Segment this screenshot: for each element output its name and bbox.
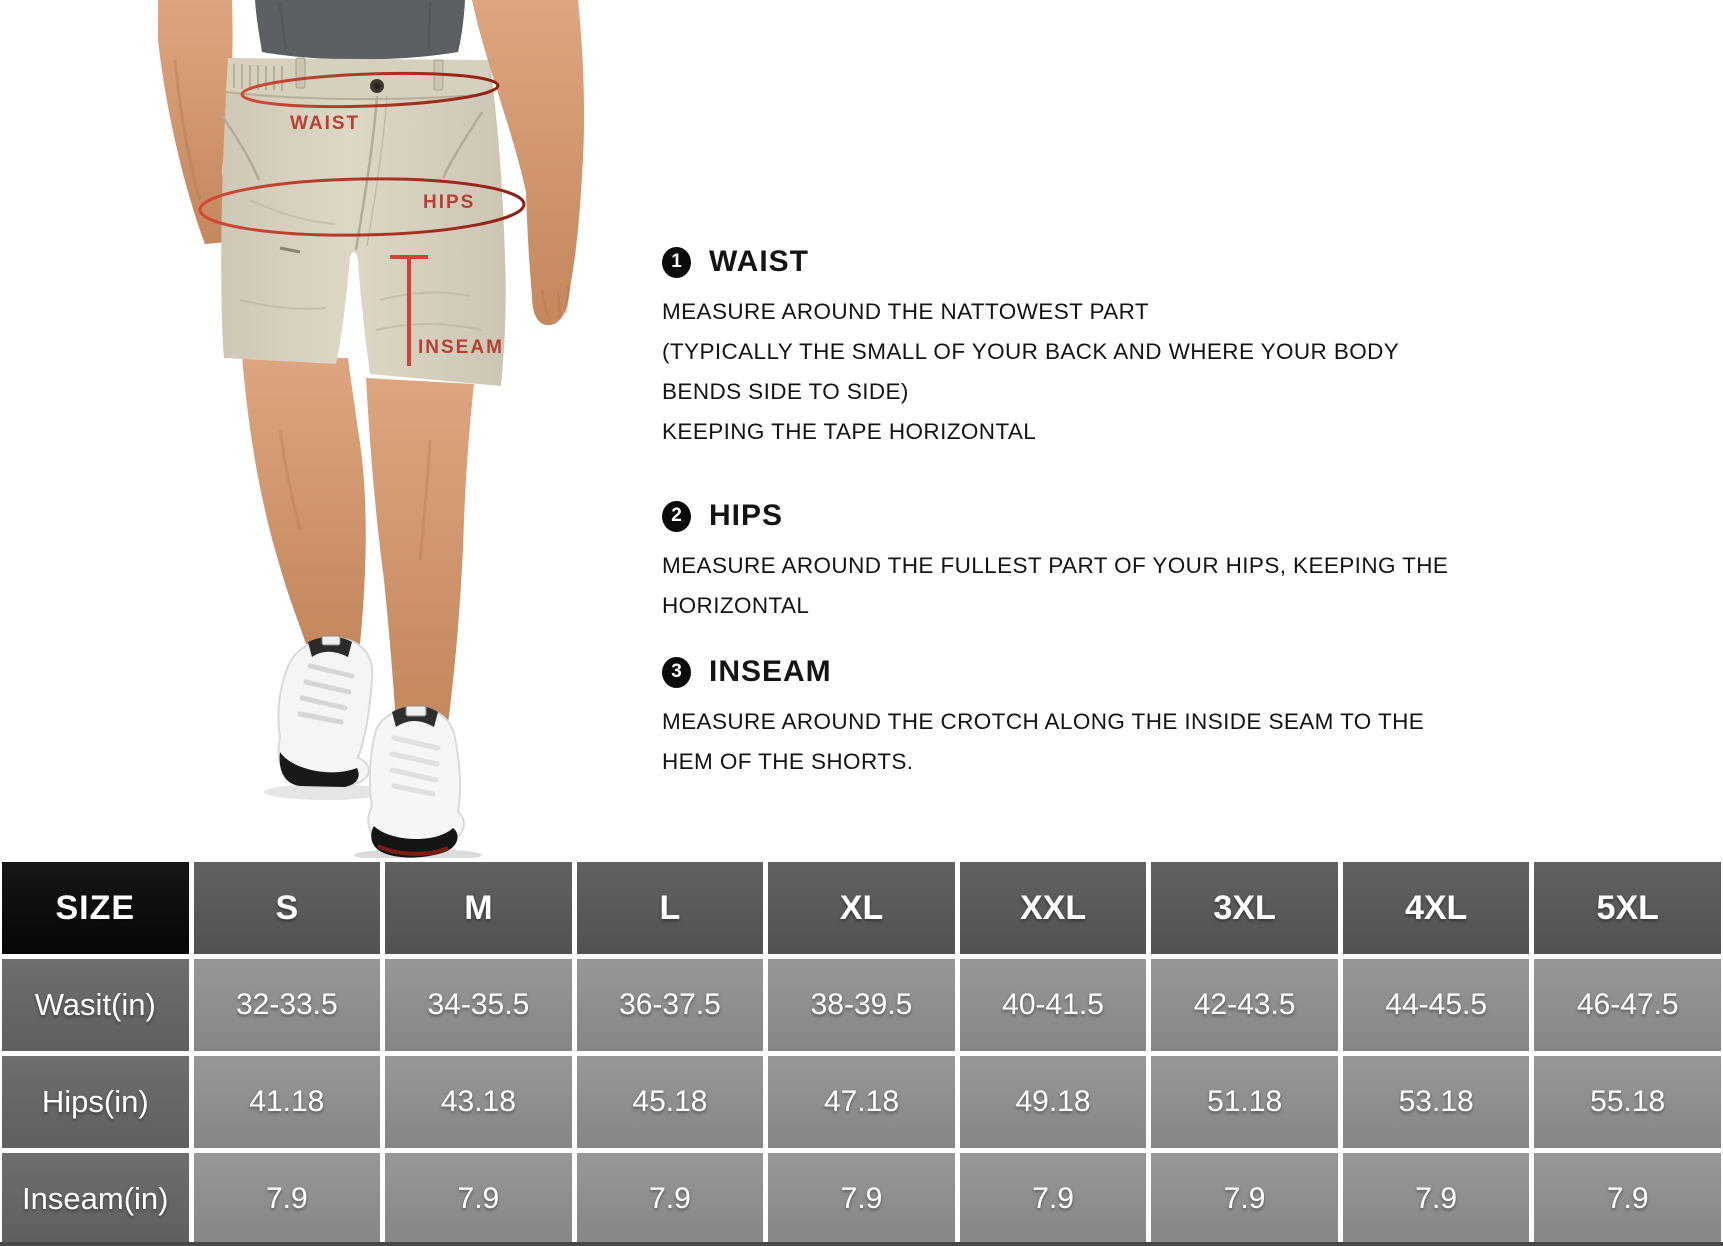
instruction-section-inseam <box>662 652 1425 782</box>
model-photo <box>130 0 600 858</box>
table-cell: 36-37.5 <box>577 959 764 1051</box>
table-cell: 7.9 <box>1151 1153 1338 1245</box>
table-cell: 42-43.5 <box>1151 959 1338 1051</box>
table-cell: 40-41.5 <box>960 959 1147 1051</box>
model-left-leg <box>242 356 366 644</box>
model-shirt <box>255 0 465 60</box>
table-header-cell: S <box>194 862 381 954</box>
instruction-line: MEASURE AROUND THE NATTOWEST PART <box>662 299 1150 324</box>
table-cell: 7.9 <box>768 1153 955 1245</box>
table-header-cell: XXL <box>960 862 1147 954</box>
instruction-line: (TYPICALLY THE SMALL OF YOUR BACK AND WHERE YOUR BODY <box>662 339 1400 364</box>
table-cell: 34-35.5 <box>385 959 572 1051</box>
table-cell: 41.18 <box>194 1056 381 1148</box>
table-header-cell: L <box>577 862 764 954</box>
table-cell: 7.9 <box>577 1153 764 1245</box>
table-cell: 38-39.5 <box>768 959 955 1051</box>
table-cell: 7.9 <box>385 1153 572 1245</box>
instruction-line: MEASURE AROUND THE CROTCH ALONG THE INSIDE SEAM TO THE <box>662 709 1425 734</box>
table-cell: 51.18 <box>1151 1056 1338 1148</box>
model-left-shoe <box>278 636 372 787</box>
instruction-section-waist <box>662 242 1422 452</box>
section-title: WAIST <box>709 245 809 278</box>
step-3-badge: 3 <box>662 657 691 688</box>
table-cell: 7.9 <box>1343 1153 1530 1245</box>
step-2-badge: 2 <box>662 501 691 532</box>
instruction-line: HEM OF THE SHORTS. <box>662 749 914 774</box>
section-title: HIPS <box>709 499 784 532</box>
table-cell: 53.18 <box>1343 1056 1530 1148</box>
table-cell: 7.9 <box>194 1153 381 1245</box>
table-cell: 7.9 <box>960 1153 1147 1245</box>
table-row-label: Inseam(in) <box>2 1153 189 1245</box>
step-1-badge: 1 <box>662 247 691 278</box>
table-cell: 44-45.5 <box>1343 959 1530 1051</box>
section-title: INSEAM <box>709 655 832 688</box>
table-cell: 43.18 <box>385 1056 572 1148</box>
table-header-cell: XL <box>768 862 955 954</box>
table-cell: 7.9 <box>1534 1153 1721 1245</box>
hips-tag-label: HIPS <box>423 192 476 213</box>
table-cell: 49.18 <box>960 1056 1147 1148</box>
table-row-label: Wasit(in) <box>2 959 189 1051</box>
model-right-shoe <box>368 706 464 858</box>
table-header-cell: 5XL <box>1534 862 1721 954</box>
table-cell: 46-47.5 <box>1534 959 1721 1051</box>
instruction-line: HORIZONTAL <box>662 593 810 618</box>
table-row-label: Hips(in) <box>2 1056 189 1148</box>
table-cell: 55.18 <box>1534 1056 1721 1148</box>
belt-loop <box>296 58 305 88</box>
table-cell: 47.18 <box>768 1056 955 1148</box>
table-header-cell: M <box>385 862 572 954</box>
instruction-line: BENDS SIDE TO SIDE) <box>662 379 909 404</box>
size-chart-table <box>0 858 1723 1245</box>
table-cell: 32-33.5 <box>194 959 381 1051</box>
waist-tag-label: WAIST <box>290 113 361 134</box>
instruction-line: KEEPING THE TAPE HORIZONTAL <box>662 419 1037 444</box>
table-header-cell: 3XL <box>1151 862 1338 954</box>
instruction-line: MEASURE AROUND THE FULLEST PART OF YOUR HIPS, KEEPING THE <box>662 553 1449 578</box>
table-header-cell: 4XL <box>1343 862 1530 954</box>
inseam-tag-label: INSEAM <box>418 337 504 358</box>
table-cell: 45.18 <box>577 1056 764 1148</box>
instruction-section-hips <box>662 496 1449 626</box>
table-bottom-edge <box>0 1242 1723 1246</box>
table-header-size: SIZE <box>2 862 189 954</box>
